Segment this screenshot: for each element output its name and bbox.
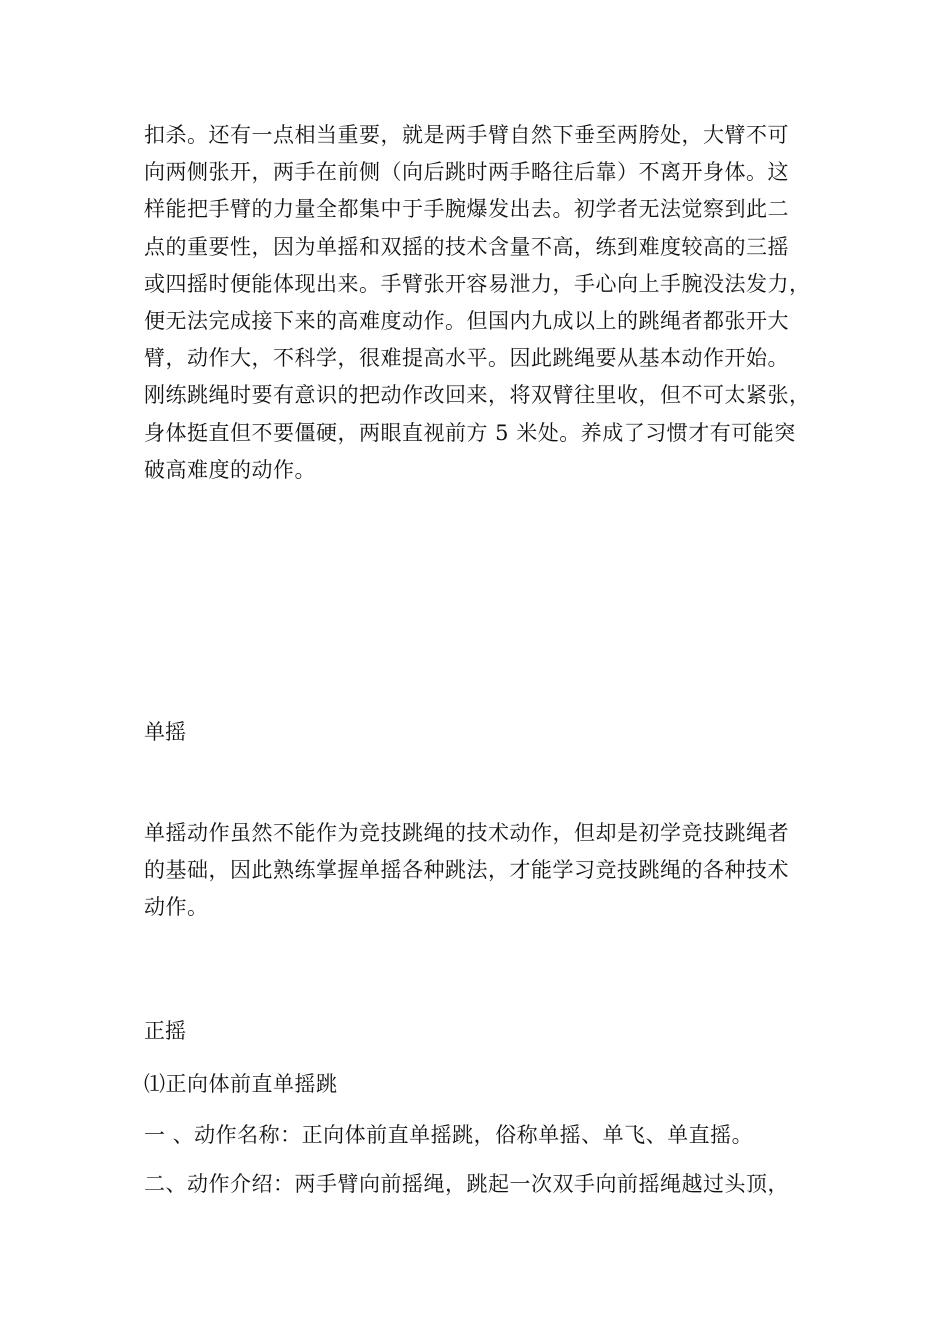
paragraph-line: 的基础，因此熟练掌握单摇各种跳法，才能学习竞技跳绳的各种技术 [144, 858, 789, 883]
paragraph-line: 或四摇时便能体现出来。手臂张开容易泄力，手心向上手腕没法发力， [144, 271, 811, 296]
item-line-intro: 二、动作介绍：两手臂向前摇绳，跳起一次双手向前摇绳越过头顶， [144, 1172, 789, 1196]
paragraph-line: 点的重要性，因为单摇和双摇的技术含量不高，练到难度较高的三摇 [144, 234, 789, 259]
item-line-name: 一 、动作名称：正向体前直单摇跳，俗称单摇、单飞、单直摇。 [144, 1123, 754, 1147]
section-heading-forward: 正摇 [144, 1019, 186, 1043]
paragraph-line: 样能把手臂的力量全都集中于手腕爆发出去。初学者无法觉察到此二 [144, 197, 789, 222]
paragraph-line: 刚练跳绳时要有意识的把动作改回来，将双臂往里收，但不可太紧张， [144, 383, 811, 408]
paragraph-line: 破高难度的动作。 [144, 457, 316, 482]
paragraph-line: 身体挺直但不要僵硬，两眼直视前方 5 米处。养成了习惯才有可能突 [144, 420, 796, 445]
paragraph-line: 扣杀。还有一点相当重要，就是两手臂自然下垂至两胯处，大臂不可 [144, 123, 789, 147]
paragraph-line: 单摇动作虽然不能作为竞技跳绳的技术动作，但却是初学竞技跳绳者 [144, 821, 789, 845]
paragraph-line: 动作。 [144, 895, 209, 920]
item-title: ⑴正向体前直单摇跳 [144, 1072, 338, 1096]
section-heading-single: 单摇 [144, 720, 186, 744]
intro-paragraph [144, 117, 811, 489]
paragraph-line: 向两侧张开，两手在前侧（向后跳时两手略往后靠）不离开身体。这 [144, 160, 789, 185]
paragraph-line: 便无法完成接下来的高难度动作。但国内九成以上的跳绳者都张开大 [144, 309, 789, 334]
paragraph-line: 臂，动作大，不科学，很难提高水平。因此跳绳要从基本动作开始。 [144, 346, 789, 371]
single-paragraph [144, 815, 806, 927]
